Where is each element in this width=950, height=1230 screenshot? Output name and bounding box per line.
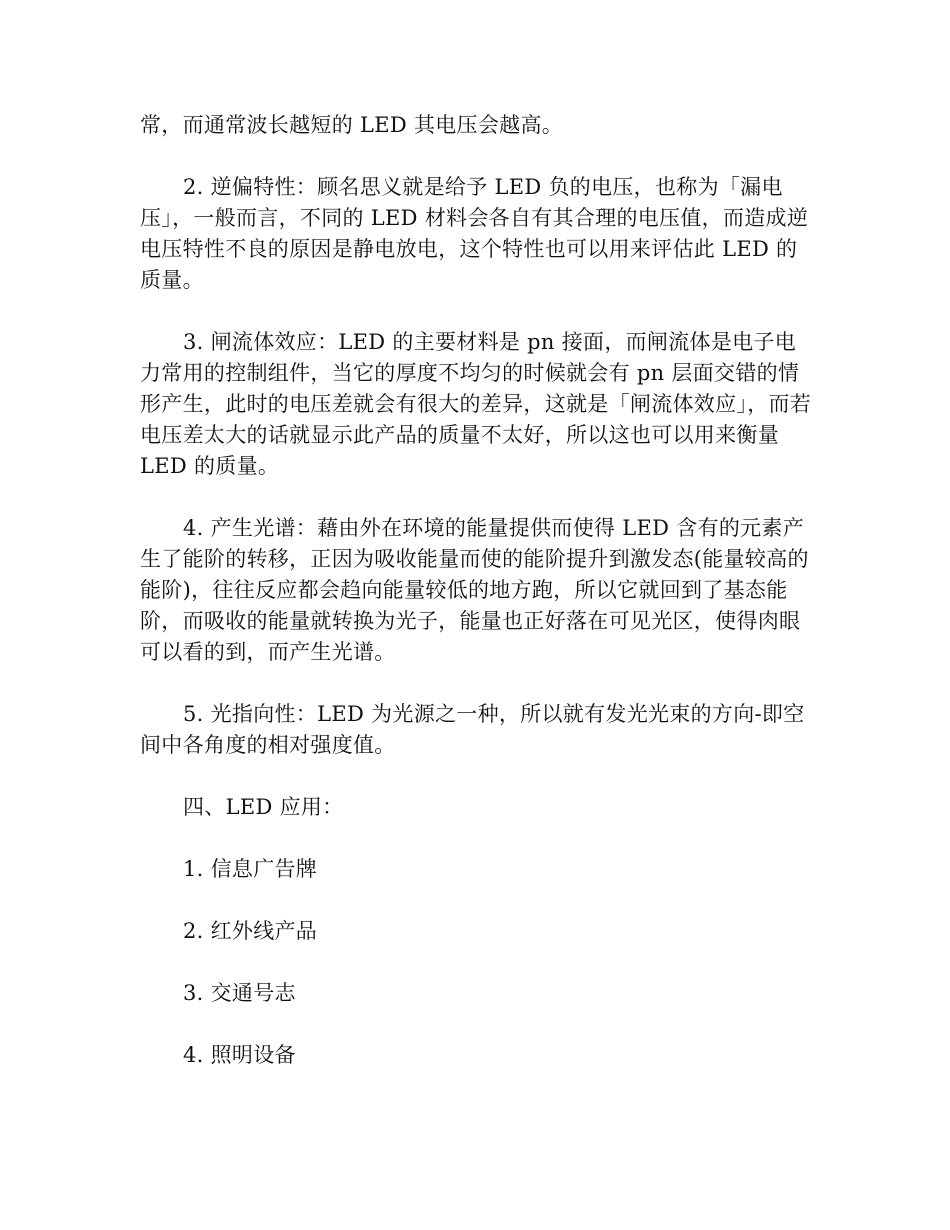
list-item: 4. 照明设备 <box>183 1043 296 1067</box>
paragraph-reverse-bias: 2. 逆偏特性：顾名思义就是给予 LED 负的电压，也称为「漏电压」，一般而言，不同的 LED 材料会各自有其合理的电压值，而造成逆电压特性不良的原因是静电放电，这个特性也可以用来评估此 LED 的质量。 <box>140 175 809 292</box>
paragraph-thyristor-effect: 3. 闸流体效应：LED 的主要材料是 pn 接面，而闸流体是电子电力常用的控制组件，当它的厚度不均匀的时候就会有 pn 层面交错的情形产生，此时的电压差就会有很大的差异，这就是「闸流体效应」，而若电压差太大的话就显示此产品的质量不太好，所以这也可以用来衡量 LED 的质量。 <box>140 330 812 478</box>
paragraph-continuation: 常，而通常波长越短的 LED 其电压会越高。 <box>140 113 564 137</box>
section-heading-applications: 四、LED 应用： <box>183 795 344 819</box>
paragraph-spectrum: 4. 产生光谱：藉由外在环境的能量提供而使得 LED 含有的元素产生了能阶的转移，正因为吸收能量而使的能阶提升到激发态(能量较高的能阶)，往往反应都会趋向能量较低的地方跑，所以它就回到了基态能阶，而吸收的能量就转换为光子，能量也正好落在可见光区，使得肉眼可以看的到，而产生光谱。 <box>140 516 809 664</box>
list-item: 3. 交通号志 <box>183 981 296 1005</box>
list-item: 2. 红外线产品 <box>183 919 318 943</box>
document-body <box>140 110 815 1102</box>
paragraph-directivity: 5. 光指向性：LED 为光源之一种，所以就有发光光束的方向-即空间中各角度的相对强度值。 <box>140 702 805 757</box>
list-item: 1. 信息广告牌 <box>183 857 318 881</box>
